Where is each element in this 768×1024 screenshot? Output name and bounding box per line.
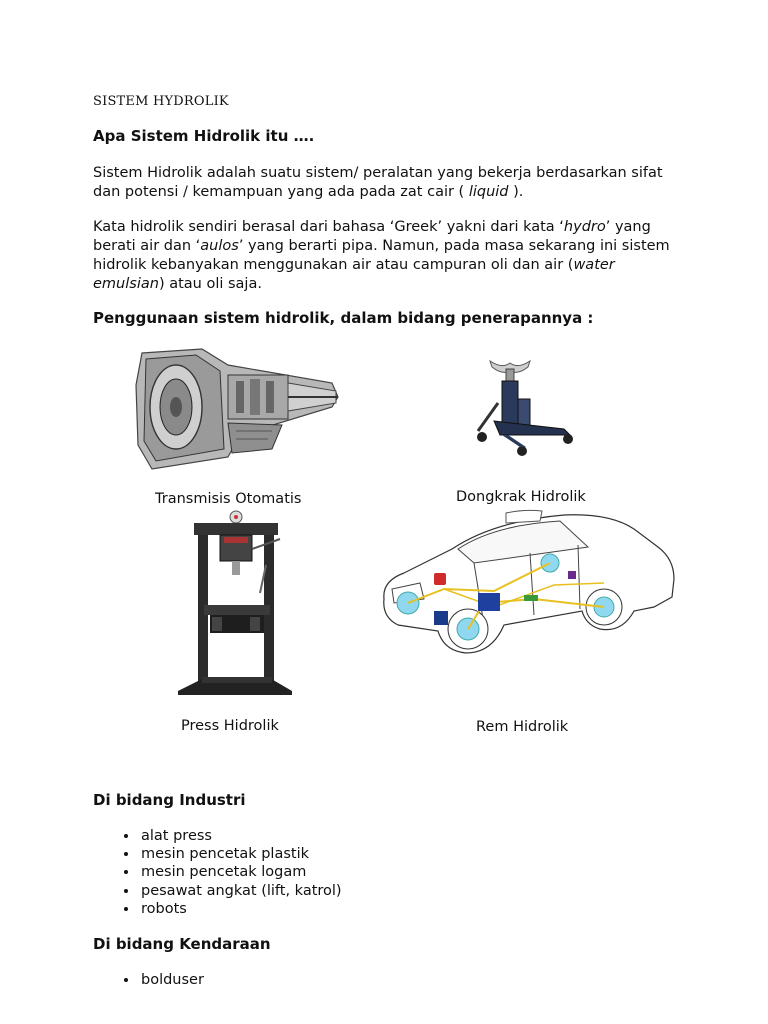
list-item: • mesin pencetak plastik bbox=[139, 845, 342, 863]
industri-list bbox=[93, 827, 342, 918]
list-item: • pesawat angkat (lift, katrol) bbox=[139, 882, 342, 900]
list-item: • bolduser bbox=[139, 971, 204, 989]
para2-text-1: Kata hidrolik sendiri berasal dari bahasa ‘Greek’ yakni dari kata ‘ bbox=[93, 219, 564, 235]
paragraph-definition bbox=[93, 164, 683, 202]
heading-industri: Di bidang Industri bbox=[93, 791, 246, 809]
para2-italic-emulsion: water emulsian bbox=[93, 257, 615, 292]
para2-italic-hydro: hydro bbox=[563, 219, 606, 235]
heading-what-is: Apa Sistem Hidrolik itu …. bbox=[93, 127, 315, 145]
car-brake-image bbox=[374, 507, 678, 671]
caption-dongkrak: Dongkrak Hidrolik bbox=[456, 489, 586, 505]
para1-text: Sistem Hidrolik adalah suatu sistem/ peralatan yang bekerja berdasarkan sifat dan potensi / kemampuan yang ada pada zat cair ( bbox=[93, 165, 663, 200]
caption-transmisi: Transmisis Otomatis bbox=[155, 491, 302, 507]
hydraulic-press-image bbox=[176, 509, 294, 701]
para2-italic-aulos: aulos bbox=[200, 238, 239, 254]
heading-usage: Penggunaan sistem hidrolik, dalam bidang penerapannya : bbox=[93, 309, 594, 327]
para2-text-3: ’ yang berarti pipa. Namun, pada masa sekarang ini sistem hidrolik kebanyakan menggunakan air atau campuran oli dan air ( bbox=[93, 238, 670, 273]
para2-text-2: ’ yang berati air dan ‘ bbox=[93, 219, 651, 254]
kendaraan-list bbox=[93, 971, 204, 989]
list-item: • robots bbox=[139, 900, 342, 918]
para2-text-4: ) atau oli saja. bbox=[158, 276, 262, 292]
list-item: • alat press bbox=[139, 827, 342, 845]
transmission-image bbox=[132, 345, 340, 473]
caption-press: Press Hidrolik bbox=[181, 718, 279, 734]
heading-kendaraan: Di bidang Kendaraan bbox=[93, 935, 271, 953]
para1-text-end: ). bbox=[508, 184, 524, 200]
hydraulic-jack-image bbox=[472, 355, 578, 461]
document-title: SISTEM HYDROLIK bbox=[93, 94, 229, 109]
para1-italic: liquid bbox=[468, 184, 509, 200]
caption-rem: Rem Hidrolik bbox=[476, 719, 569, 735]
paragraph-etymology bbox=[93, 218, 683, 294]
list-item: • mesin pencetak logam bbox=[139, 863, 342, 881]
